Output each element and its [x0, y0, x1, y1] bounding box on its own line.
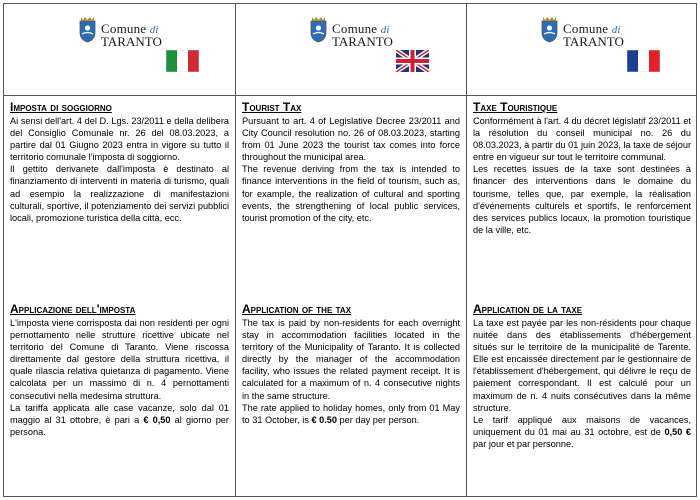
paragraph: Pursuant to art. 4 of Legislative Decree 23/2011 and City Council resolution no. 26 of 08.03.2023, starting from 01 June 2023 the tourist tax comes into force throughout the municipal area. [242, 116, 460, 163]
section-title: Tourist Tax [242, 100, 302, 114]
municipality-logo-text: Comune di TARANTO [101, 21, 162, 49]
section-tax-intro [10, 100, 229, 224]
section-tax-intro [242, 100, 460, 224]
column-italian [4, 4, 235, 496]
france-flag-icon [627, 50, 660, 72]
section-title: Application de la taxe [473, 302, 583, 316]
paragraph: The revenue deriving from the tax is intended to finance interventions in the field of tourism, such as, for example, the realization of cultural and sporting events, the strengthening of local public services, tourist promotion of the city, etc. [242, 164, 460, 223]
column-french [467, 4, 697, 496]
taranto-crest-icon [539, 14, 560, 44]
rate-amount: € 0,50 [143, 414, 171, 425]
paragraph: Ai sensi dell'art. 4 del D. Lgs. 23/2011 e della delibera del Consiglio Comunale nr. 26 del 08.03.2023, a partire dal 01 Giugno 2023 entra in vigore su tutto il territorio comunale l'imposta di soggiorno. [10, 116, 229, 163]
paragraph: Il gettito derivanete dall'imposta è destinato al finanziamento di interventi in materia di turismo, quali ad esempio la realizzazione di manifestazioni culturali, sportive, il potenziamento dei servizi pubblici locali, promozione turistica della città, ecc. [10, 164, 229, 223]
paragraph-rate: The rate applied to holiday homes, only from 01 May to 31 October, is € 0.50 per day per person. [242, 402, 460, 425]
column-header [236, 4, 466, 95]
section-title: Taxe Touristique [473, 100, 558, 114]
section-body [10, 317, 229, 438]
tax-notice-sheet [3, 3, 697, 497]
paragraph: Conformément à l'art. 4 du décret législatif 23/2011 et la résolution du conseil municipal no. 26 du 08.03.2023, à partir du 01 juin 2023, la taxe de séjour entre en vigueur sur tout le territoire communal. [473, 116, 691, 163]
paragraph: The tax is paid by non-residents for each overnight stay in accommodation facilities located in the territory of the Municipality of Taranto. It is collected directly by the manager of the accommodation facility, who issues the related payment receipt. It is calculated for a maximum of n. 4 consecutive nights in the same structure. [242, 318, 460, 401]
municipality-logo-text: Comune di TARANTO [332, 21, 393, 49]
column-header [4, 4, 235, 95]
section-body [242, 115, 460, 224]
column-english [236, 4, 466, 496]
paragraph: Les recettes issues de la taxe sont destinées à financer des interventions dans le domaine du tourisme, telles que, par exemple, la réalisation d'événements culturels et sportifs, le renforcement des services publics locaux, la promotion touristique de la ville, etc. [473, 164, 691, 235]
section-body [473, 115, 691, 236]
section-title: Applicazione dell'imposta [10, 302, 136, 316]
rate-amount: € 0.50 [311, 414, 337, 425]
paragraph: La taxe est payée par les non-résidents pour chaque nuitée dans des établissements d'hébergement situés sur le territoire de la municipalité de Tarente. Elle est encaissée directement par le gestionnaire de l'établissement d'hébergement, qui délivre le reçu de paiement correspondant. Il est calculé pour un maximum de n. 4 nuits consécutives dans la même structure. [473, 318, 691, 413]
italy-flag-icon [166, 50, 199, 72]
paragraph-rate: Le tarif appliqué aux maisons de vacances, uniquement du 01 mai au 31 octobre, est de 0,50 € par jour et par personne. [473, 414, 692, 449]
section-tax-application [10, 302, 229, 438]
section-body [242, 317, 460, 426]
column-header [467, 4, 697, 95]
section-title: Imposta di soggiorno [10, 100, 112, 114]
section-title: Application of the tax [242, 302, 352, 316]
taranto-crest-icon [308, 14, 329, 44]
section-body [10, 115, 229, 224]
municipality-logo-text: Comune di TARANTO [563, 21, 624, 49]
paragraph-rate: La tariffa applicata alle case vacanze, solo dal 01 maggio al 31 ottobre, è pari a € 0,50 al giorno per persona. [10, 402, 229, 437]
uk-flag-icon [396, 50, 429, 72]
taranto-crest-icon [77, 14, 98, 44]
rate-amount: 0,50 € [664, 426, 692, 437]
section-tax-intro [473, 100, 691, 236]
paragraph: L'imposta viene corrisposta dai non residenti per ogni pernottamento nelle strutture ricettive ubicate nel territorio del Comune di Taranto. Viene riscossa direttamente dal gestore della struttura ricettiva, il quale rilascia relativa quietanza di pagamento. Viene calcolata per un massimo di n. 4 pernottamenti consecutivi nella medesima struttura. [10, 318, 229, 401]
section-tax-application [242, 302, 460, 426]
section-body [473, 317, 691, 450]
section-tax-application [473, 302, 691, 450]
